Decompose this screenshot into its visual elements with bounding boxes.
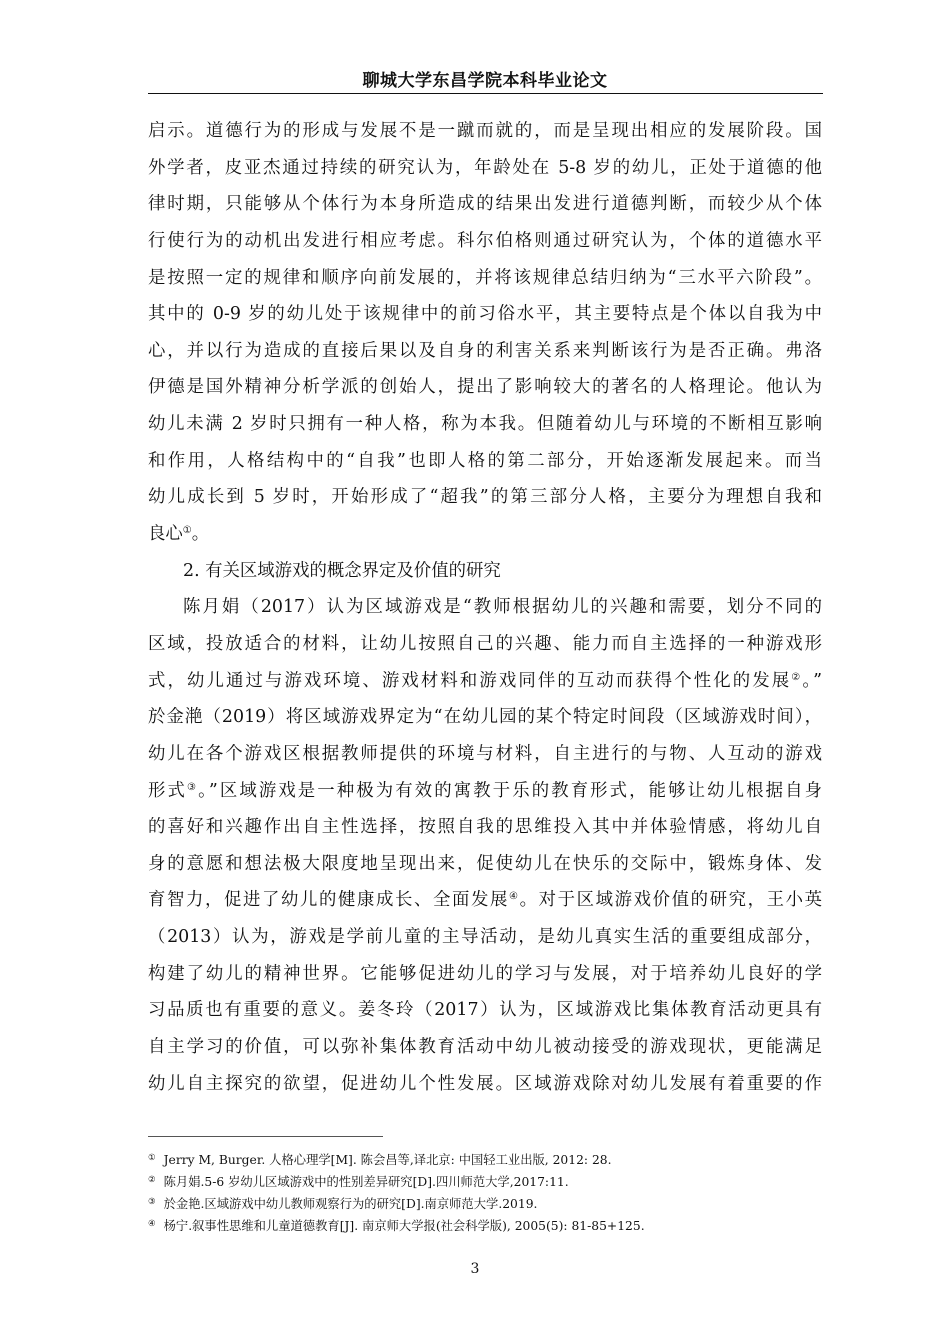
text-line: 构建了幼儿的精神世界。它能够促进幼儿的学习与发展，对于培养幼儿良好的学	[148, 963, 822, 984]
footnote	[148, 1169, 828, 1191]
text-run: 。	[191, 524, 210, 545]
text-line: 幼儿成长到 5 岁时，开始形成了“超我”的第三部分人格，主要分为理想自我和	[148, 487, 822, 508]
text-line: 心，并以行为造成的直接后果以及自身的利害关系来判断该行为是否正确。弗洛	[148, 340, 822, 361]
text-line: 幼儿在各个游戏区根据教师提供的环境与材料，自主进行的与物、人互动的游戏	[148, 743, 822, 764]
text-line: 身的意愿和想法极大限度地呈现出来，促使幼儿在快乐的交际中，锻炼身体、发	[148, 853, 822, 874]
footnote-text: 杨宁.叙事性思维和儿童道德教育[J]. 南京师大学报(社会科学版), 2005(5): 81-85+125.	[163, 1219, 645, 1233]
text-line: 律时期，只能够从个体行为本身所造成的结果出发进行道德判断，而较少从个体	[148, 194, 822, 215]
footnote-ref-2: ②	[791, 671, 803, 683]
text-line: 行使行为的动机出发进行相应考虑。科尔伯格则通过研究认为，个体的道德水平	[148, 230, 822, 251]
text-line: 幼儿自主探究的欲望，促进幼儿个性发展。区域游戏除对幼儿发展有着重要的作	[148, 1073, 822, 1094]
section-heading: 2. 有关区域游戏的概念界定及价值的研究	[183, 560, 501, 581]
footnote	[148, 1147, 828, 1169]
text-line: 区域，投放适合的材料，让幼儿按照自己的兴趣、能力而自主选择的一种游戏形	[148, 633, 822, 654]
text-line: 於金滟（2019）将区域游戏界定为“在幼儿园的某个特定时间段（区域游戏时间），	[148, 707, 822, 728]
footnote-ref-4: ④	[509, 891, 520, 903]
footnote-mark: ④	[148, 1219, 156, 1229]
footnote-mark: ①	[148, 1153, 156, 1163]
text-line: 外学者，皮亚杰通过持续的研究认为，年龄处在 5-8 岁的幼儿，正处于道德的他	[148, 157, 822, 178]
text-line: 其中的 0-9 岁的幼儿处于该规律中的前习俗水平，其主要特点是个体以自我为中	[148, 304, 822, 325]
footnote-ref-1: ①	[182, 525, 192, 537]
text-line: 的喜好和兴趣作出自主性选择，按照自我的思维投入其中并体验情感，将幼儿自	[148, 817, 822, 838]
text-line: 幼儿未满 2 岁时只拥有一种人格，称为本我。但随着幼儿与环境的不断相互影响	[148, 414, 822, 435]
text-run: 育智力，促进了幼儿的健康成长、全面发展	[148, 890, 510, 911]
text-run: 形式	[148, 780, 187, 801]
text-line	[148, 773, 822, 810]
text-line: 是按照一定的规律和顺序向前发展的，并将该规律总结归纳为“三水平六阶段”。	[148, 267, 822, 288]
footnote	[148, 1191, 828, 1213]
text-line: 和作用，人格结构中的“自我”也即人格的第二部分，开始逐渐发展起来。而当	[148, 450, 822, 471]
text-run: 。对于区域游戏价值的研究，王小英	[519, 890, 822, 911]
footnote-separator	[148, 1136, 383, 1137]
footnote-mark: ②	[148, 1175, 156, 1185]
text-line: 自主学习的价值，可以弥补集体教育活动中幼儿被动接受的游戏现状，更能满足	[148, 1037, 822, 1058]
text-line: （2013）认为，游戏是学前儿童的主导活动，是幼儿真实生活的重要组成部分，	[148, 927, 822, 948]
text-run: 良心	[148, 524, 183, 545]
text-line: 启示。道德行为的形成与发展不是一蹴而就的，而是呈现出相应的发展阶段。国	[148, 121, 822, 141]
page-number: 3	[470, 1261, 480, 1277]
text-run: 。”区域游戏是一种极为有效的寓教于乐的教育形式，能够让幼儿根据自身	[198, 780, 822, 801]
footnote-text: 於金艳.区域游戏中幼儿教师观察行为的研究[D].南京师范大学.2019.	[163, 1197, 538, 1211]
text-line: 伊德是国外精神分析学派的创始人，提出了影响较大的著名的人格理论。他认为	[148, 377, 822, 398]
text-line	[148, 516, 822, 553]
text-line	[148, 882, 822, 919]
text-line: 陈月娟（2017）认为区域游戏是“教师根据幼儿的兴趣和需要，划分不同的	[183, 597, 822, 618]
footnote-mark: ③	[148, 1197, 156, 1207]
footnote-text: 陈月娟.5-6 岁幼儿区域游戏中的性别差异研究[D].四川师范大学,2017:11.	[163, 1175, 569, 1189]
text-line: 习品质也有重要的意义。姜冬玲（2017）认为，区域游戏比集体教育活动更具有	[148, 1000, 822, 1021]
text-run: 。”	[802, 670, 822, 691]
footnote-ref-3: ③	[186, 781, 199, 793]
text-run: 式，幼儿通过与游戏环境、游戏材料和游戏同伴的互动而获得个性化的发展	[148, 670, 792, 691]
text-line	[148, 663, 822, 700]
footnotes	[148, 1147, 828, 1235]
running-header: 聊城大学东昌学院本科毕业论文	[362, 71, 608, 91]
footnote	[148, 1213, 828, 1235]
header-rule	[148, 93, 823, 94]
body-text	[148, 113, 822, 1102]
footnote-text: Jerry M, Burger. 人格心理学[M]. 陈会昌等,译北京: 中国轻工业出版, 2012: 28.	[163, 1153, 612, 1167]
